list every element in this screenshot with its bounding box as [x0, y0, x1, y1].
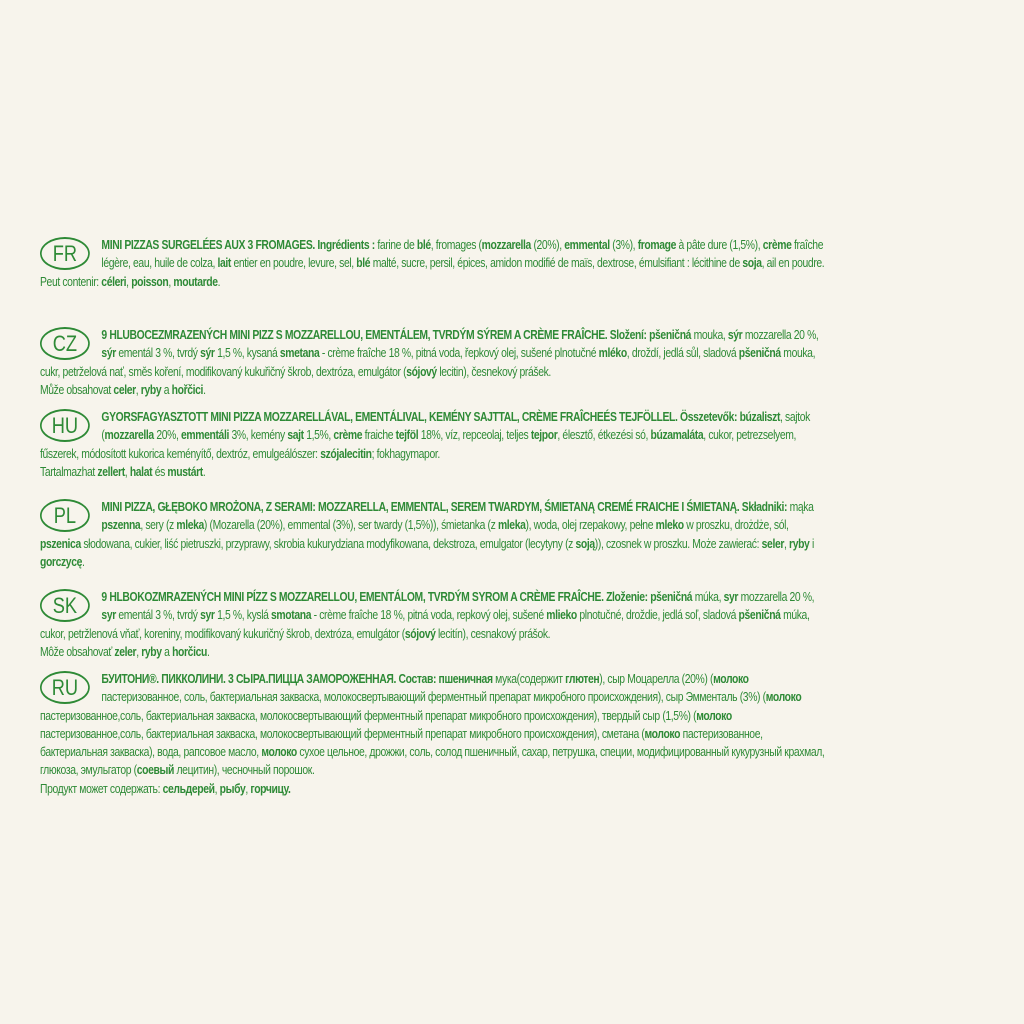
bold-text: fromage [637, 238, 677, 252]
bold-text: moutarde [173, 274, 218, 289]
text-segment: , [214, 781, 220, 796]
text-segment: lecitín), cesnakový prášok. [435, 626, 551, 641]
text-segment: a [161, 382, 172, 397]
bold-text: mléko [598, 346, 627, 361]
bold-text: gorczycę [40, 554, 82, 569]
text-segment: , fromages ( [430, 238, 482, 252]
text-segment: Může obsahovat [40, 382, 114, 397]
bold-text: pšeničná [738, 608, 781, 623]
text-segment: 20%, [153, 428, 182, 443]
bold-text: mustárt [167, 464, 203, 479]
bold-text: blé [416, 238, 431, 252]
text-segment: пастеризованное, бактериальная закваска), вода, рапсовое масло, [40, 726, 763, 760]
text-segment: mouka, [691, 328, 728, 342]
text-segment: , [124, 464, 130, 479]
text-segment: 1,5%, [303, 428, 334, 443]
ingredients-text [40, 588, 829, 643]
ingredients-section-cz [40, 326, 829, 399]
allergen-note [40, 643, 829, 661]
text-segment: w proszku, drożdże, sól, [683, 518, 789, 533]
text-segment: múka, cukor, petržlenová vňať, koreniny, modifikovaný kukuričný škrob, dextróza, emulgátor ( [40, 608, 810, 641]
bold-text: MINI PIZZAS SURGELÉES AUX 3 FROMAGES. Ingrédients : [101, 238, 375, 252]
text-segment: . [206, 644, 210, 659]
text-segment: , cukor, petrezselyem, fűszerek, módosított kukorica keményítő, dextróz, emulgeálószer: [40, 428, 797, 461]
text-segment: (20%), [530, 238, 565, 252]
text-segment: a [161, 644, 173, 659]
text-segment: мука(содержит [492, 672, 566, 686]
text-segment: farine de [374, 238, 417, 252]
ingredients-text [40, 408, 829, 463]
text-segment: ), сыр Моцарелла (20%) ( [599, 672, 714, 686]
bold-text: soja [742, 256, 762, 271]
text-segment: ), woda, olej rzepakowy, pełne [525, 518, 656, 533]
text-segment: , [126, 274, 132, 289]
bold-text: seler [761, 536, 785, 551]
bold-text: horčicu [172, 644, 207, 659]
text-segment: 1,5 %, kyslá [214, 608, 272, 623]
ingredients-section-hu [40, 408, 829, 481]
bold-text: hořčici [171, 382, 204, 397]
text-segment: , sery (z [140, 518, 177, 533]
bold-text: молоко [713, 672, 749, 686]
bold-text: MINI PIZZA, GŁĘBOKO MROŻONA, Z SERAMI: MOZZARELLA, EMMENTAL, SEREM TWARDYM, ŚMIETANĄ CREMÉ FRAICHE I ŚMIETANĄ. Składniki: [101, 500, 788, 514]
text-segment: , [135, 382, 141, 397]
bold-text: pšeničná [738, 346, 781, 361]
text-segment: fraiche [362, 428, 396, 443]
text-segment: fraîche légère, eau, huile de colza, [101, 238, 824, 271]
bold-text: syr [200, 608, 215, 623]
bold-text: sýr [200, 346, 215, 361]
text-segment: , ail en poudre. [761, 256, 825, 271]
bold-text: pšeničná [650, 590, 693, 604]
bold-text: сельдерей [162, 781, 215, 796]
bold-text: céleri [101, 274, 127, 289]
text-segment: ) (Mozarella (20%), emmental (3%), ser twardy (1,5%)), śmietanka (z [203, 518, 498, 533]
text-segment: , élesztő, étkezési só, [557, 428, 651, 443]
text-segment: , [136, 644, 142, 659]
bold-text: mleka [176, 518, 204, 533]
bold-text: tejpor [530, 428, 558, 443]
bold-text: sójový [406, 364, 437, 379]
allergen-note [40, 780, 829, 798]
text-segment: , [245, 781, 251, 796]
bold-text: blé [356, 256, 371, 271]
language-badge: SK [40, 589, 90, 622]
ingredients-section-fr [40, 236, 829, 291]
text-segment: ementál 3 %, tvrdý [115, 346, 201, 361]
bold-text: GYORSFAGYASZTOTT MINI PIZZA MOZZARELLÁVAL, EMENTÁLIVAL, KEMÉNY SAJTTAL, CRÈME FRAÎCHEÉS TEJFÖLLEL. Összetevők: [101, 410, 738, 424]
allergen-note [40, 463, 829, 481]
bold-text: sajt [287, 428, 304, 443]
allergen-note [40, 381, 829, 399]
bold-text: pszenna [101, 518, 141, 533]
bold-text: 9 HLUBOCEZMRAZENÝCH MINI PIZZ S MOZZARELLOU, EMENTÁLEM, TVRDÝM SÝREM A CRÈME FRAÎCHE. Složení: [101, 328, 647, 342]
text-segment: , sajtok ( [101, 410, 810, 443]
bold-text: глютен [565, 672, 600, 686]
text-segment: (3%), [609, 238, 638, 252]
text-segment: , droždí, jedlá sůl, sladová [626, 346, 739, 361]
text-segment: słodowana, cukier, liść pietruszki, przyprawy, skrobia kukurydziana modyfikowana, dekstroza, emulgator (lecytyny (z [80, 536, 576, 551]
text-segment: ; fokhagymapor. [371, 446, 440, 461]
bold-text: ryby [140, 382, 162, 397]
text-segment: múka, [692, 590, 724, 604]
bold-text: crème [333, 428, 363, 443]
bold-text: smotana [271, 608, 312, 623]
bold-text: mlieko [546, 608, 577, 623]
bold-text: mozzarella [481, 238, 531, 252]
bold-text: 9 HLBOKOZMRAZENÝCH MINI PÍZZ S MOZZARELLOU, EMENTÁLOM, TVRDÝM SYROM A CRÈME FRAÎCHE. Zloženie: [101, 590, 648, 604]
text-segment: 18%, víz, repceolaj, teljes [418, 428, 531, 443]
bold-text: ryby [789, 536, 810, 551]
bold-text: ryby [141, 644, 162, 659]
ingredients-text [40, 670, 829, 780]
bold-text: emmental [564, 238, 610, 252]
bold-text: smetana [279, 346, 320, 361]
text-segment: malté, sucre, persil, épices, amidon modifié de maïs, dextrose, émulsifiant : lécithine de [370, 256, 743, 271]
text-segment: . [81, 554, 85, 569]
language-badge: RU [40, 671, 90, 704]
text-segment: пастеризованное,соль, бактериальная закваска, молокосвертывающий ферментный препарат микробного происхождения), сметана ( [40, 726, 645, 741]
text-segment: , [168, 274, 174, 289]
bold-text: soją [575, 536, 595, 551]
bold-text: соевый [136, 763, 174, 778]
bold-text: szójalecitin [320, 446, 372, 461]
bold-text: mleko [655, 518, 684, 533]
ingredients-section-ru [40, 670, 829, 798]
bold-text: рыбу [219, 781, 246, 796]
text-segment: - crème fraîche 18 %, pitná voda, repkový olej, sušené [311, 608, 547, 623]
language-badge: HU [40, 409, 90, 442]
text-segment: entier en poudre, levure, sel, [230, 256, 357, 271]
ingredients-section-pl [40, 498, 829, 571]
bold-text: zeler [114, 644, 137, 659]
bold-text: crème [762, 238, 792, 252]
text-segment: пастеризованное,соль, бактериальная закваска, молокосвертывающий ферментный препарат микробного происхождения), твердый сыр (1,5%) ( [40, 708, 697, 723]
bold-text: zellert [97, 464, 125, 479]
text-segment: à pâte dure (1,5%), [676, 238, 763, 252]
bold-text: poisson [131, 274, 169, 289]
text-segment: mouka, cukr, petrželová nať, směs koření, modifikovaný kukuřičný škrob, dextróza, emulgátor ( [40, 346, 816, 379]
text-segment: ementál 3 %, tvrdý [115, 608, 201, 623]
text-segment: mozzarella 20 %, [738, 590, 815, 604]
text-segment: i [809, 536, 814, 551]
text-segment: сухое цельное, дрожжи, соль, солод пшеничный, сахар, петрушка, специи, модифицированный кукурузный крахмал, глюкоза, эмульгатор ( [40, 745, 825, 778]
text-segment: mozzarella 20 %, [742, 328, 819, 342]
bold-text: молоко [261, 745, 297, 760]
bold-text: пшеничная [438, 672, 493, 686]
text-segment: 1,5 %, kysaná [214, 346, 280, 361]
ingredients-text [40, 326, 829, 381]
text-segment: , [784, 536, 790, 551]
text-segment: Продукт может содержать: [40, 781, 163, 796]
text-segment: лецитин), чесночный порошок. [173, 763, 315, 778]
bold-text: syr [101, 608, 116, 623]
language-badge: PL [40, 499, 90, 532]
text-segment: és [152, 464, 168, 479]
bold-text: lait [217, 256, 231, 271]
text-segment: . [202, 464, 206, 479]
bold-text: sójový [404, 626, 436, 641]
text-segment: Peut contenir: [40, 274, 102, 289]
bold-text: búzaliszt [739, 410, 781, 424]
ingredients-text [40, 498, 829, 571]
allergen-note [40, 273, 829, 291]
bold-text: БУИТОНИ®. ПИККОЛИНИ. 3 СЫРА.ПИЦЦА ЗАМОРОЖЕННАЯ. Состав: [101, 672, 437, 686]
bold-text: молоко [644, 726, 681, 741]
bold-text: горчицу. [250, 781, 291, 796]
bold-text: pšeničná [649, 328, 692, 342]
bold-text: молоко [765, 690, 802, 705]
ingredients-text [40, 236, 829, 273]
ingredients-section-sk [40, 588, 829, 661]
text-segment: Tartalmazhat [40, 464, 98, 479]
bold-text: celer [113, 382, 136, 397]
bold-text: sýr [101, 346, 116, 361]
language-badge: FR [40, 237, 90, 270]
text-segment: Môže obsahovať [40, 644, 115, 659]
text-segment: . [203, 382, 206, 397]
bold-text: sýr [727, 328, 743, 342]
bold-text: búzamaláta [650, 428, 704, 443]
bold-text: halat [129, 464, 153, 479]
bold-text: syr [723, 590, 739, 604]
bold-text: emmentáli [181, 428, 229, 443]
language-badge: CZ [40, 327, 90, 360]
text-segment: lecitin), česnekový prášek. [436, 364, 551, 379]
text-segment: - crème fraîche 18 %, pitná voda, řepkový olej, sušené plnotučné [319, 346, 599, 361]
text-segment: 3%, kemény [228, 428, 288, 443]
text-segment: )), czosnek w proszku. Może zawierać: [594, 536, 762, 551]
text-segment: пастеризованное, соль, бактериальная закваска, молокосвертывающий ферментный препарат микробного происхождения), сыр Эмменталь (3%) ( [101, 690, 766, 705]
bold-text: mleka [497, 518, 526, 533]
bold-text: mozzarella [104, 428, 154, 443]
bold-text: pszenica [40, 536, 81, 551]
bold-text: tejföl [395, 428, 419, 443]
text-segment: plnotučné, droždie, jedlá soľ, sladová [576, 608, 739, 623]
text-segment: . [217, 274, 221, 289]
bold-text: молоко [696, 708, 732, 723]
text-segment: mąka [787, 500, 814, 514]
